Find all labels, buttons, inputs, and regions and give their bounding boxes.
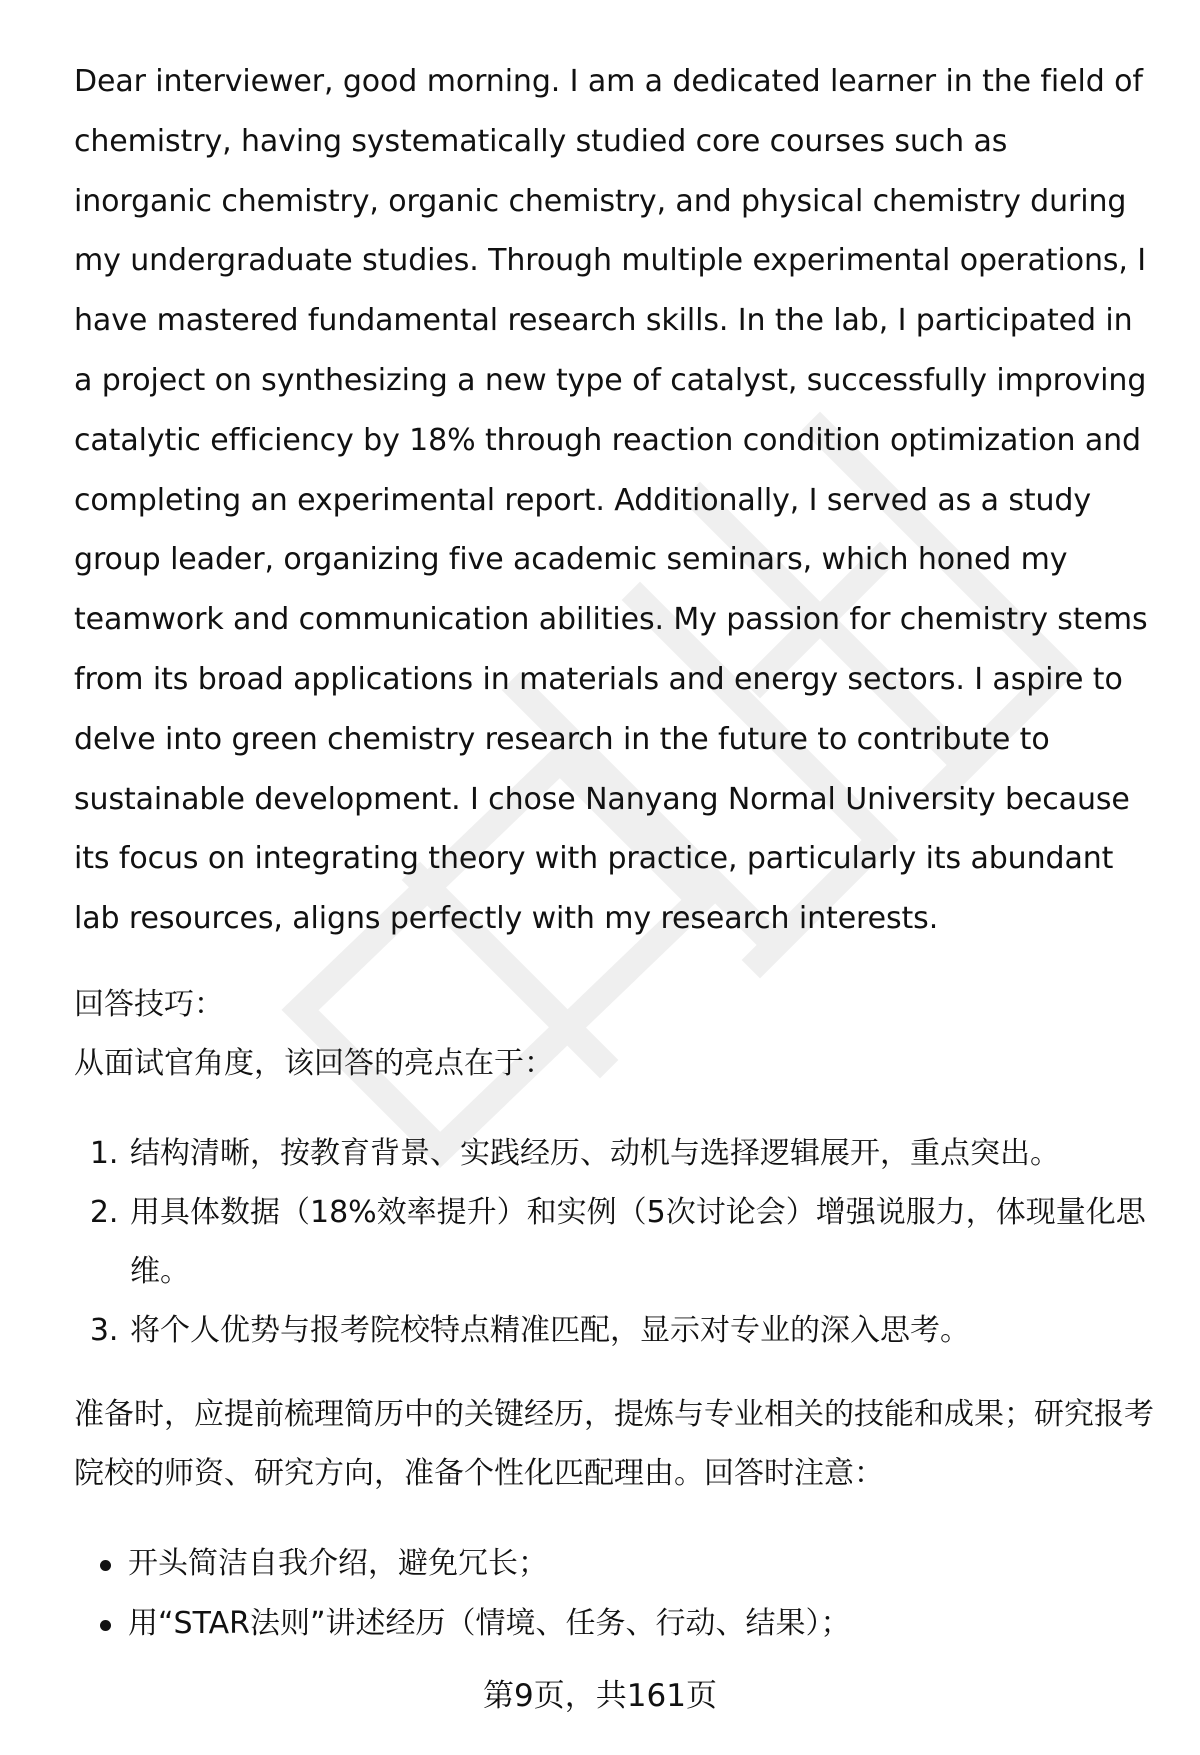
note-text: 用“STAR法则”讲述经历（情境、任务、行动、结果）； — [128, 1605, 851, 1641]
list-item — [128, 1534, 1154, 1594]
page-number-footer: 第9页，共161页 — [483, 1678, 717, 1714]
note-text: 开头简洁自我介绍，避免冗长； — [128, 1545, 548, 1581]
list-item: 2. 用具体数据（18%效率提升）和实例（5次讨论会）增强说服力，体现量化思维。 — [128, 1183, 1154, 1301]
document-body — [74, 52, 1154, 1654]
tips-heading: 回答技巧： — [74, 986, 224, 1022]
preparation-paragraph: 准备时，应提前梳理简历中的关键经历，提炼与专业相关的技能和成果；研究报考院校的师资、研究方向，准备个性化匹配理由。回答时注意： — [74, 1396, 1154, 1491]
highlights-heading: 从面试官角度，该回答的亮点在于： — [74, 1045, 554, 1081]
list-item: 1. 结构清晰，按教育背景、实践经历、动机与选择逻辑展开，重点突出。 — [128, 1124, 1154, 1183]
bullet-dot-icon — [100, 1560, 111, 1571]
intro-paragraph: Dear interviewer, good morning. I am a dedicated learner in the field of chemistry, having systematically studied core courses such as inorganic chemistry, organic chemistry, and physical chemistry during my undergraduate studies. Through multiple experimental operations, I have mastered fundamental research skills. In the lab, I participated in a project on synthesizing a new type of catalyst, successfully improving catalytic efficiency by 18% through reaction condition optimization and completing an experimental report. Additionally, I served as a study group leader, organizing five academic seminars, which honed my teamwork and communication abilities. My passion for chemistry stems from its broad applications in materials and energy sectors. I aspire to delve into green chemistry research in the future to contribute to sustainable development. I chose Nanyang Normal University because its focus on integrating theory with practice, particularly its abundant lab resources, aligns perfectly with my research interests. — [74, 64, 1148, 937]
list-item: 3. 将个人优势与报考院校特点精准匹配，显示对专业的深入思考。 — [128, 1301, 1154, 1360]
list-item — [128, 1594, 1154, 1654]
highlights-list — [74, 1124, 1154, 1360]
bullet-dot-icon — [100, 1620, 111, 1631]
notes-list — [74, 1534, 1154, 1654]
